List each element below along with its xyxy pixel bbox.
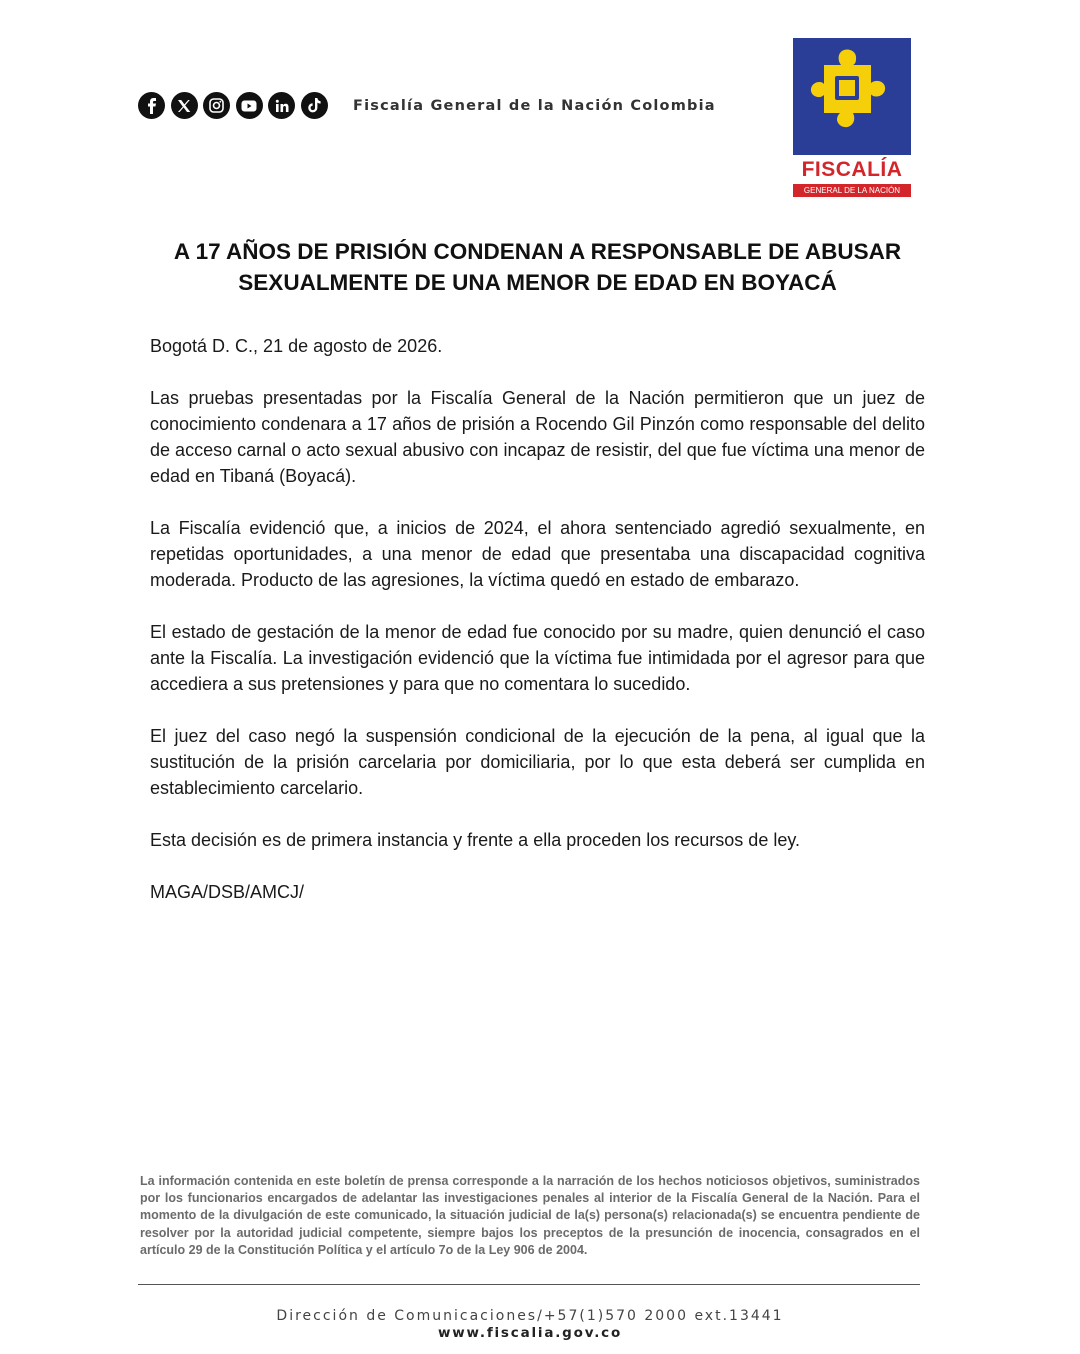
article-signature: MAGA/DSB/AMCJ/ <box>150 882 305 902</box>
logo-subtitle: GENERAL DE LA NACIÓN <box>793 184 911 197</box>
article-paragraph: El juez del caso negó la suspensión condicional de la ejecución de la pena, al igual que la sustitución de la prisión carcelaria por domiciliaria, por lo que esta deberá ser cumplida en establecimiento carcelario. <box>150 726 925 798</box>
youtube-icon[interactable] <box>236 92 263 119</box>
fiscalia-logo <box>793 38 911 200</box>
tiktok-icon[interactable] <box>301 92 328 119</box>
org-name: Fiscalía General de la Nación Colombia <box>353 97 716 114</box>
social-media-bar <box>138 92 716 119</box>
instagram-icon[interactable] <box>203 92 230 119</box>
article-headline: A 17 AÑOS DE PRISIÓN CONDENAN A RESPONSABLE DE ABUSAR SEXUALMENTE DE UNA MENOR DE EDAD EN BOYACÁ <box>173 239 902 295</box>
article-paragraph: El estado de gestación de la menor de edad fue conocido por su madre, quien denunció el caso ante la Fiscalía. La investigación evidenció que la víctima fue intimidada por el agresor para que accediera a sus pretensiones y para que no comentara lo sucedido. <box>150 622 925 694</box>
footer-website-link[interactable]: www.fiscalia.gov.co <box>437 1325 623 1341</box>
article-paragraph: Las pruebas presentadas por la Fiscalía General de la Nación permitieron que un juez de conocimiento condenara a 17 años de prisión a Rocendo Gil Pinzón como responsable del delito de acceso carnal o acto sexual abusivo con incapaz de resistir, del que fue víctima una menor de edad en Tibaná (Boyacá). <box>150 388 925 486</box>
footer-contact: Dirección de Comunicaciones/+57(1)570 2000 ext.13441 <box>276 1308 784 1324</box>
article-dateline: Bogotá D. C., 21 de agosto de 2026. <box>150 336 443 356</box>
article-paragraph: Esta decisión es de primera instancia y frente a ella proceden los recursos de ley. <box>150 830 801 850</box>
logo-title: FISCALÍA <box>801 158 903 181</box>
footer-divider <box>138 1284 920 1285</box>
legal-disclaimer: La información contenida en este boletín de prensa corresponde a la narración de los hechos noticiosos objetivos, suministrados por los funcionarios encargados de adelantar las investigaciones penales al interior de la Fiscalía General de la Nación. Para el momento de la divulgación de este comunicado, la situación judicial de la(s) persona(s) relacionada(s) se encuentra pendiente de resolver por la autoridad judicial competente, siempre bajos los preceptos de la presunción de inocencia, consagrados en el artículo 29 de la Constitución Política y el artículo 7o de la Ley 906 de 2004. <box>140 1174 920 1257</box>
article-paragraph: La Fiscalía evidenció que, a inicios de 2024, el ahora sentenciado agredió sexualmente, en repetidas oportunidades, a una menor de edad que presentaba una discapacidad cognitiva moderada. Producto de las agresiones, la víctima quedó en estado de embarazo. <box>150 518 925 590</box>
facebook-icon[interactable] <box>138 92 165 119</box>
x-icon[interactable] <box>171 92 198 119</box>
article-body <box>150 333 925 931</box>
linkedin-icon[interactable] <box>268 92 295 119</box>
